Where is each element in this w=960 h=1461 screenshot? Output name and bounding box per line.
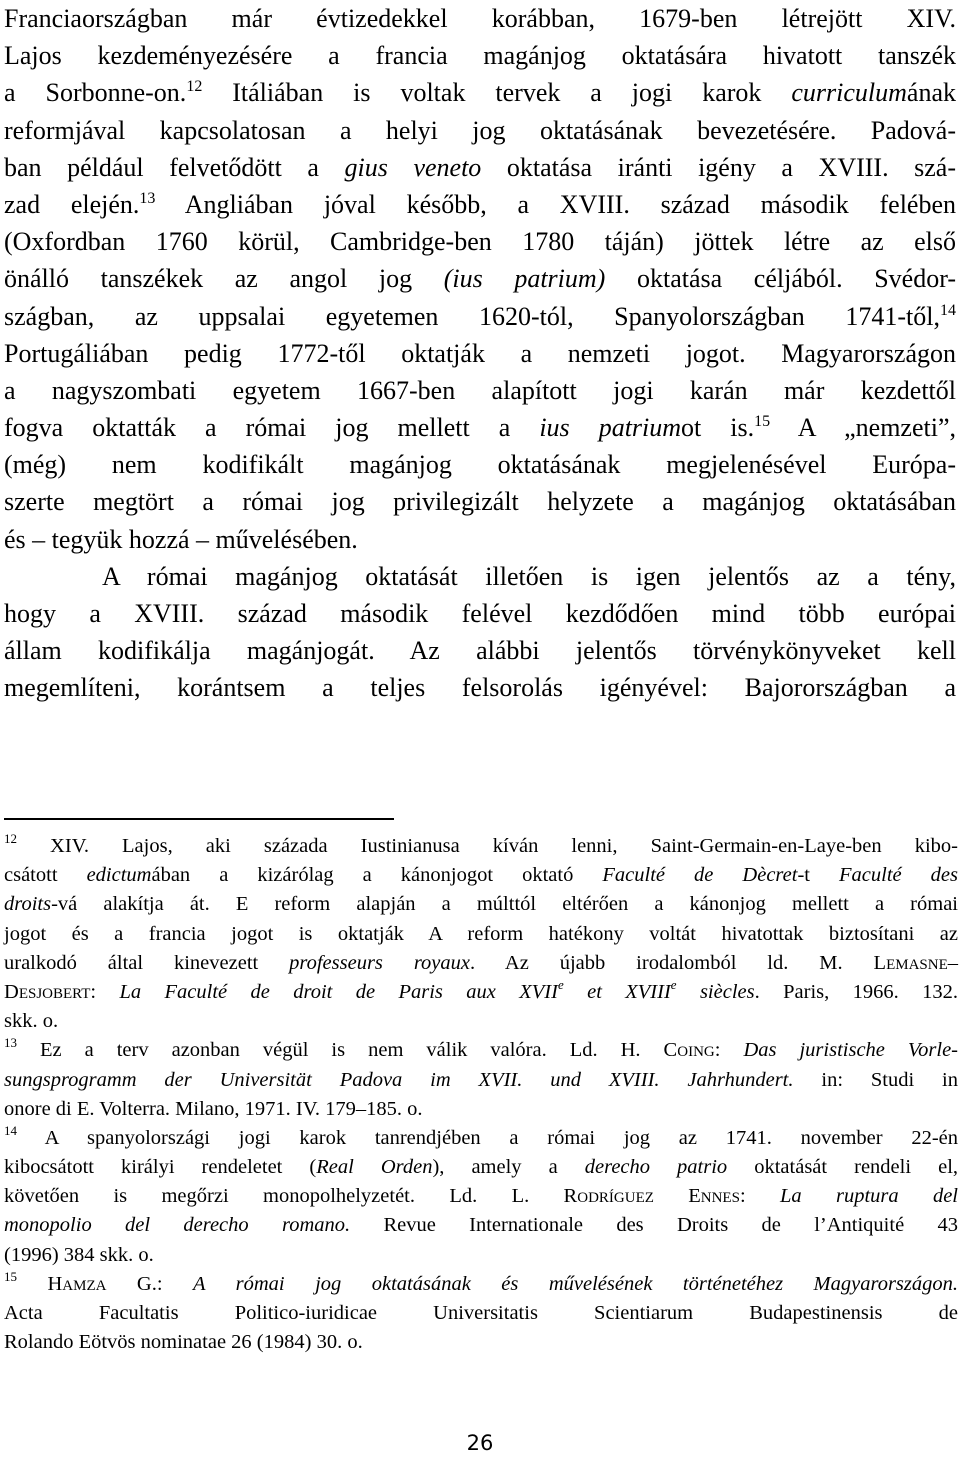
text-line: [4, 1241, 958, 1270]
text-span: ában a kizárólag a kánonjogot oktató: [151, 864, 603, 887]
text-span: Acta Facultatis Politico-iuridicae Universitatis Scientiarum Budapestinensis de: [4, 1302, 958, 1324]
footnote-13: [4, 1036, 958, 1065]
text-span: ot is.: [681, 413, 755, 443]
text-line: [4, 409, 956, 446]
text-span: önálló tanszékek az angol jog: [4, 264, 444, 294]
text-span: onore di E. Volterra. Milano, 1971. IV. 179–185. o.: [4, 1097, 423, 1120]
text-line: [4, 186, 956, 223]
text-span: –: [947, 951, 959, 974]
text-line: [4, 74, 956, 111]
text-span: ban például felvetődött a: [4, 152, 345, 182]
text-line: [4, 632, 956, 669]
footnote-number: 12: [4, 831, 17, 846]
text-span: A spanyolországi jogi karok tanrendjében a római jog az 1741. november 22-én: [17, 1126, 958, 1149]
text-span: és – tegyük hozzá – művelésében.: [4, 524, 358, 554]
text-span: Franciaországban már évtizedekkel korábban, 1679-ben létrejött XIV.: [4, 4, 956, 33]
text-span: Revue Internationale des Droits de l’Antiquité 43: [350, 1214, 959, 1237]
text-span: a Sorbonne-on.: [4, 78, 187, 108]
footnote-ref[interactable]: 15: [754, 413, 771, 431]
text-line: [4, 372, 956, 409]
text-span: (Oxfordban 1760 körül, Cambridge-ben 1780 táján) jöttek létre az első: [4, 227, 956, 257]
emphasis: Real Orden: [316, 1156, 433, 1179]
small-caps: EMASNE: [886, 956, 948, 973]
text-line: [4, 112, 956, 149]
text-span: Portugáliában pedig 1772-től oktatják a nemzeti jogot. Magyarországon: [4, 338, 956, 368]
text-span: oktatása iránti igény a XVIII. szá-: [481, 152, 956, 182]
text-line: [4, 1153, 958, 1182]
emphasis: derecho patrio: [584, 1156, 728, 1179]
emphasis: curriculum: [791, 78, 907, 108]
emphasis: Das juristische Vorle-: [743, 1039, 958, 1062]
text-span: oktatását rendeli el,: [727, 1156, 959, 1179]
text-line: [4, 890, 958, 919]
text-span: A római magánjog oktatását illetően is igen jelentős az a tény,: [102, 561, 956, 591]
text-span: uralkodó által kinevezett: [4, 951, 290, 974]
emphasis: monopolio del derecho romano.: [4, 1214, 351, 1237]
emphasis: Faculté de Dècret: [602, 864, 798, 887]
text-span: állam kodifikálja magánjogát. Az alábbi jelentős törvénykönyveket kell: [4, 636, 956, 666]
emphasis: A római jog oktatásának és művelésének történetéhez Magyarországon.: [193, 1272, 959, 1295]
emphasis: sungsprogramm der Universität Padova im XVII. und XVIII. Jahrhundert.: [4, 1068, 794, 1091]
text-span: D: [4, 980, 19, 1003]
text-span: (még) nem kodifikált magánjog oktatásának megjelenésével Európa-: [4, 450, 956, 480]
footnote-12: [4, 832, 958, 861]
text-span: E: [653, 1185, 701, 1208]
text-line: [4, 260, 956, 297]
text-span: követően is megőrzi monopolhelyzetét. Ld. L. R: [4, 1185, 578, 1208]
emphasis: Faculté des: [839, 864, 958, 887]
text-line: [4, 595, 956, 632]
text-span: zad elején.: [4, 189, 140, 219]
text-line: [4, 1095, 958, 1124]
text-line: [4, 920, 958, 949]
page-number: 26: [466, 1431, 494, 1455]
text-line: [4, 37, 956, 74]
text-span: :: [90, 980, 120, 1003]
small-caps: NNES: [700, 1190, 740, 1207]
text-span: Itáliában is voltak tervek a jogi karok: [202, 78, 792, 108]
footnote-ref[interactable]: 13: [139, 189, 156, 207]
text-span: reformjával kapcsolatosan a helyi jog oktatásának bevezetésére. Padová-: [4, 115, 956, 145]
text-span: . Az újabb irodalomból ld. M. L: [470, 951, 887, 974]
text-line: [4, 0, 956, 37]
text-line: [4, 558, 956, 595]
emphasis: ius patrium: [539, 413, 682, 443]
emphasis: et XVIII: [563, 980, 671, 1003]
emphasis: La ruptura del: [779, 1185, 959, 1208]
text-line: [4, 1007, 958, 1036]
text-span: XIV. Lajos, aki százada Iustinianusa kíván lenni, Saint-Germain-en-Laye-ben kibo-: [17, 835, 958, 857]
text-span: ), amely a: [432, 1156, 585, 1179]
small-caps: AMZA: [62, 1277, 107, 1294]
text-span: (1996) 384 skk. o.: [4, 1243, 154, 1266]
text-span: a nagyszombati egyetem 1667-ben alapított jogi karán már kezdettől: [4, 375, 956, 405]
text-line: [4, 1328, 958, 1357]
text-span: G.:: [106, 1272, 194, 1295]
small-caps: ODRÍGUEZ: [577, 1190, 654, 1207]
text-line: [4, 298, 956, 335]
footnote-divider: [4, 818, 394, 820]
text-span: szágban, az uppsalai egyetemen 1620-tól, Spanyolországban 1741-től,: [4, 301, 940, 331]
text-span: in: Studi in: [793, 1068, 958, 1091]
text-span: oktatása céljából. Svédor-: [605, 264, 957, 294]
text-line: [4, 1211, 958, 1240]
text-span: :: [714, 1039, 744, 1062]
text-line: [4, 446, 956, 483]
text-span: Lajos kezdeményezésére a francia magánjog oktatására hivatott tanszék: [4, 41, 956, 71]
footnote-number: 15: [4, 1268, 17, 1284]
footnote-number: 13: [4, 1035, 17, 1051]
emphasis: professeurs royaux: [289, 951, 470, 974]
emphasis: edictum: [86, 864, 152, 887]
text-line: [4, 1182, 958, 1211]
text-span: jogot és a francia jogot is oktatják A reform hatékony voltát hivatottak biztosítani az: [4, 922, 958, 945]
text-span: Ez a terv azonban végül is nem válik valóra. Ld. H. C: [17, 1039, 678, 1062]
text-span: A „nemzeti”,: [770, 413, 956, 443]
main-text: [4, 0, 956, 707]
footnotes: [4, 832, 958, 1357]
text-span: H: [17, 1272, 63, 1295]
text-line: [4, 669, 956, 706]
text-span: hogy a XVIII. század második felével kezdődően mind több európai: [4, 599, 956, 628]
small-caps: ESJOBERT: [18, 985, 91, 1002]
footnote-ref[interactable]: 14: [940, 301, 956, 319]
text-span: megemlíteni, korántsem a teljes felsorolás igényével: Bajorországban a: [4, 673, 956, 703]
text-line: [4, 978, 958, 1007]
text-line: [4, 223, 956, 260]
text-span: kibocsátott királyi rendeletet (: [4, 1156, 317, 1179]
emphasis: (ius patrium): [443, 264, 606, 294]
superscript: e: [670, 976, 677, 992]
text-span: fogva oktatták a római jog mellett a: [4, 413, 540, 443]
text-line: [4, 949, 958, 978]
text-span: . Paris, 1966. 132.: [754, 980, 958, 1003]
emphasis: La Faculté de droit de Paris aux XVII: [119, 980, 558, 1003]
emphasis: siècles: [676, 980, 755, 1003]
text-span: ának: [906, 78, 956, 108]
superscript: e: [557, 976, 564, 992]
footnote-ref[interactable]: 12: [186, 78, 203, 96]
text-span: -t: [797, 864, 840, 887]
text-span: Angliában jóval később, a XVIII. század második felében: [155, 189, 957, 219]
emphasis: droits: [4, 893, 52, 916]
text-line: [4, 521, 956, 558]
footnote-14: [4, 1124, 958, 1153]
text-span: -vá alakítja át. E reform alapján a múlttól eltérően a kánonjog mellett a római: [51, 893, 958, 916]
footnote-number: 14: [4, 1122, 17, 1138]
text-span: :: [739, 1185, 780, 1208]
text-line: [4, 335, 956, 372]
footnote-15: [4, 1270, 958, 1299]
text-line: [4, 1299, 958, 1328]
text-line: [4, 861, 958, 890]
text-line: [4, 149, 956, 186]
text-span: csátott: [4, 864, 87, 887]
text-line: [4, 483, 956, 520]
small-caps: OING: [677, 1044, 715, 1061]
emphasis: gius veneto: [344, 152, 482, 182]
text-span: skk. o.: [4, 1010, 59, 1033]
text-span: Rolando Eötvös nominatae 26 (1984) 30. o.: [4, 1331, 363, 1354]
text-span: szerte megtört a római jog privilegizált helyzete a magánjog oktatásában: [4, 487, 956, 517]
text-line: [4, 1066, 958, 1095]
